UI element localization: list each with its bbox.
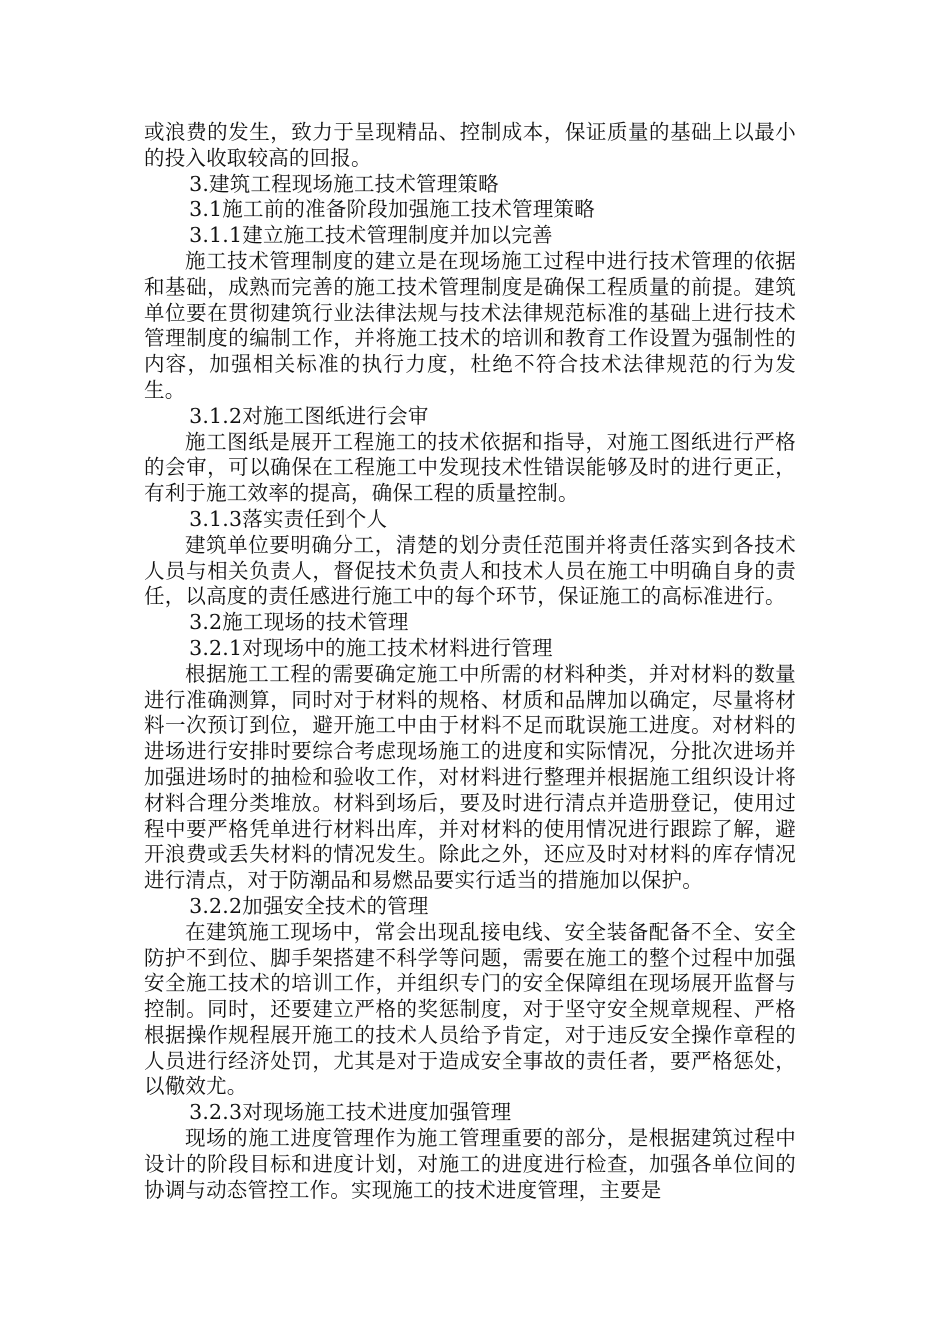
- section-heading-3-2-1: 3.2.1对现场中的施工技术材料进行管理: [189, 635, 553, 660]
- section-heading-3-1: 3.1施工前的准备阶段加强施工技术管理策略: [189, 197, 595, 222]
- document-page: [144, 120, 796, 1203]
- paragraph-safety: 在建筑施工现场中，常会出现乱接电线、安全装备配备不全、安全防护不到位、脚手架搭建不科学等问题，需要在施工的整个过程中加强安全施工技术的培训工作，并组织专门的安全保障组在现场展开监督与控制。同时，还要建立严格的奖惩制度，对于坚守安全规章规程、严格根据操作规程展开施工的技术人员给予肯定，对于违反安全操作章程的人员进行经济处罚，尤其是对于造成安全事故的责任者，要严格惩处，以儆效尤。: [144, 919, 796, 1099]
- paragraph-progress: 现场的施工进度管理作为施工管理重要的部分，是根据建筑过程中设计的阶段目标和进度计划，对施工的进度进行检查，加强各单位间的协调与动态管控工作。实现施工的技术进度管理，主要是: [144, 1126, 796, 1202]
- section-heading-3-1-3: 3.1.3落实责任到个人: [189, 506, 388, 531]
- paragraph-materials: 根据施工工程的需要确定施工中所需的材料种类，并对材料的数量进行准确测算，同时对于材料的规格、材质和品牌加以确定，尽量将材料一次预订到位，避开施工中由于材料不足而耽误施工进度。对材料的进场进行安排时要综合考虑现场施工的进度和实际情况，分批次进场并加强进场时的抽检和验收工作，对材料进行整理并根据施工组织设计将材料合理分类堆放。材料到场后，要及时进行清点并造册登记，使用过程中要严格凭单进行材料出库，并对材料的使用情况进行跟踪了解，避开浪费或丢失材料的情况发生。除此之外，还应及时对材料的库存情况进行清点，对于防潮品和易燃品要实行适当的措施加以保护。: [144, 661, 796, 893]
- section-heading-3: 3.建筑工程现场施工技术管理策略: [189, 171, 499, 196]
- section-heading-3-1-2: 3.1.2对施工图纸进行会审: [189, 403, 429, 428]
- paragraph-drawing-review: 施工图纸是展开工程施工的技术依据和指导，对施工图纸进行严格的会审，可以确保在工程施工中发现技术性错误能够及时的进行更正，有利于施工效率的提高，确保工程的质量控制。: [144, 429, 796, 506]
- paragraph-responsibility: 建筑单位要明确分工，清楚的划分责任范围并将责任落实到各技术人员与相关负责人，督促技术负责人和技术人员在施工中明确自身的责任，以高度的责任感进行施工中的每个环节，保证施工的高标准进行。: [144, 532, 796, 609]
- section-heading-3-2-2: 3.2.2加强安全技术的管理: [189, 893, 429, 918]
- section-heading-3-1-1: 3.1.1建立施工技术管理制度并加以完善: [189, 223, 553, 248]
- section-heading-3-2: 3.2施工现场的技术管理: [189, 610, 409, 635]
- paragraph-continuation: 或浪费的发生，致力于呈现精品、控制成本，保证质量的基础上以最小的投入收取较高的回报。: [144, 120, 796, 170]
- section-heading-3-2-3: 3.2.3对现场施工技术进度加强管理: [189, 1100, 512, 1125]
- paragraph-management-system: 施工技术管理制度的建立是在现场施工过程中进行技术管理的依据和基础，成熟而完善的施工技术管理制度是确保工程质量的前提。建筑单位要在贯彻建筑行业法律法规与技术法律规范标准的基础上进行技术管理制度的编制工作，并将施工技术的培训和教育工作设置为强制性的内容，加强相关标准的执行力度，杜绝不符合技术法律规范的行为发生。: [144, 248, 796, 402]
